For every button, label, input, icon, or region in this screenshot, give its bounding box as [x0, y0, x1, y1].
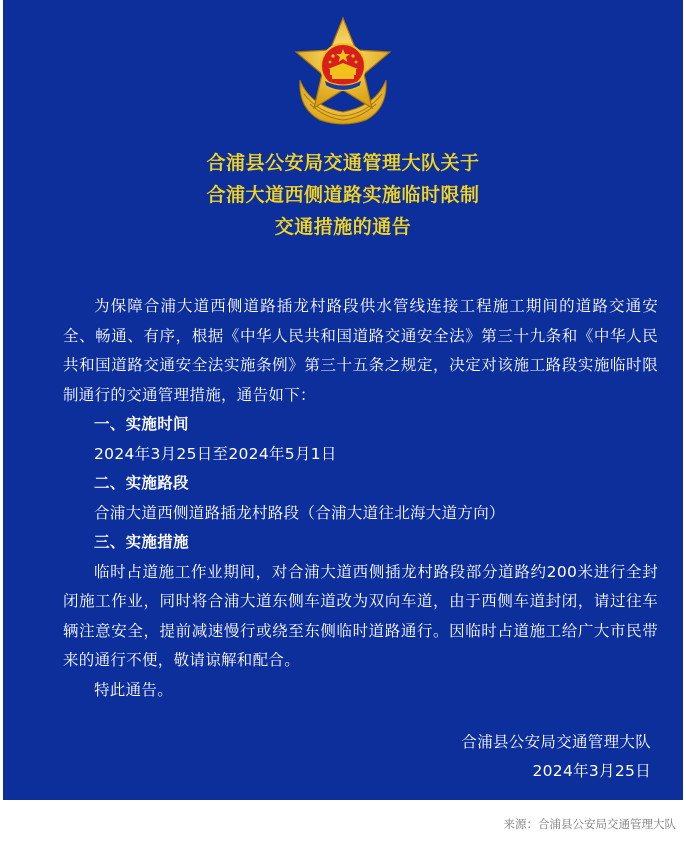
section-1-text: 2024年3月25日至2024年5月1日 [94, 444, 337, 463]
section-2-heading: 二、实施路段 [94, 474, 189, 492]
source-caption: 来源：合浦县公安局交通管理大队 [503, 819, 676, 831]
signature-org: 合浦县公安局交通管理大队 [461, 733, 651, 751]
notice-poster [3, 0, 683, 800]
section-3-heading: 三、实施措施 [94, 533, 189, 551]
signature-block [461, 728, 651, 786]
title-line-2: 合浦大道西侧道路实施临时限制 [206, 184, 480, 206]
section-3-text: 临时占道施工作业期间，对合浦大道西侧插龙村路段部分道路约200米进行全封闭施工作业，同时将合浦大道东侧车道改为双向车道，由于西侧车道封闭，请过往车辆注意安全，提前减速慢行或绕至东侧临时道路通行。因临时占道施工给广大市民带来的通行不便，敬请谅解和配合。 [63, 562, 658, 669]
notice-body [63, 292, 658, 705]
signature-date: 2024年3月25日 [532, 762, 651, 780]
notice-title [3, 147, 683, 243]
intro-paragraph: 为保障合浦大道西侧道路插龙村路段供水管线连接工程施工期间的道路交通安全、畅通、有序，根据《中华人民共和国道路交通安全法》第三十九条和《中华人民共和国道路交通安全法实施条例》第三十五条之规定，决定对该施工路段实施临时限制通行的交通管理措施，通告如下： [63, 297, 658, 404]
section-1-heading: 一、实施时间 [94, 415, 189, 433]
title-line-1: 合浦县公安局交通管理大队关于 [206, 152, 480, 174]
closing-text: 特此通告。 [94, 680, 174, 699]
section-2-text: 合浦大道西侧道路插龙村路段（合浦大道往北海大道方向） [94, 503, 505, 522]
police-badge-icon [290, 16, 396, 126]
title-line-3: 交通措施的通告 [274, 216, 412, 238]
